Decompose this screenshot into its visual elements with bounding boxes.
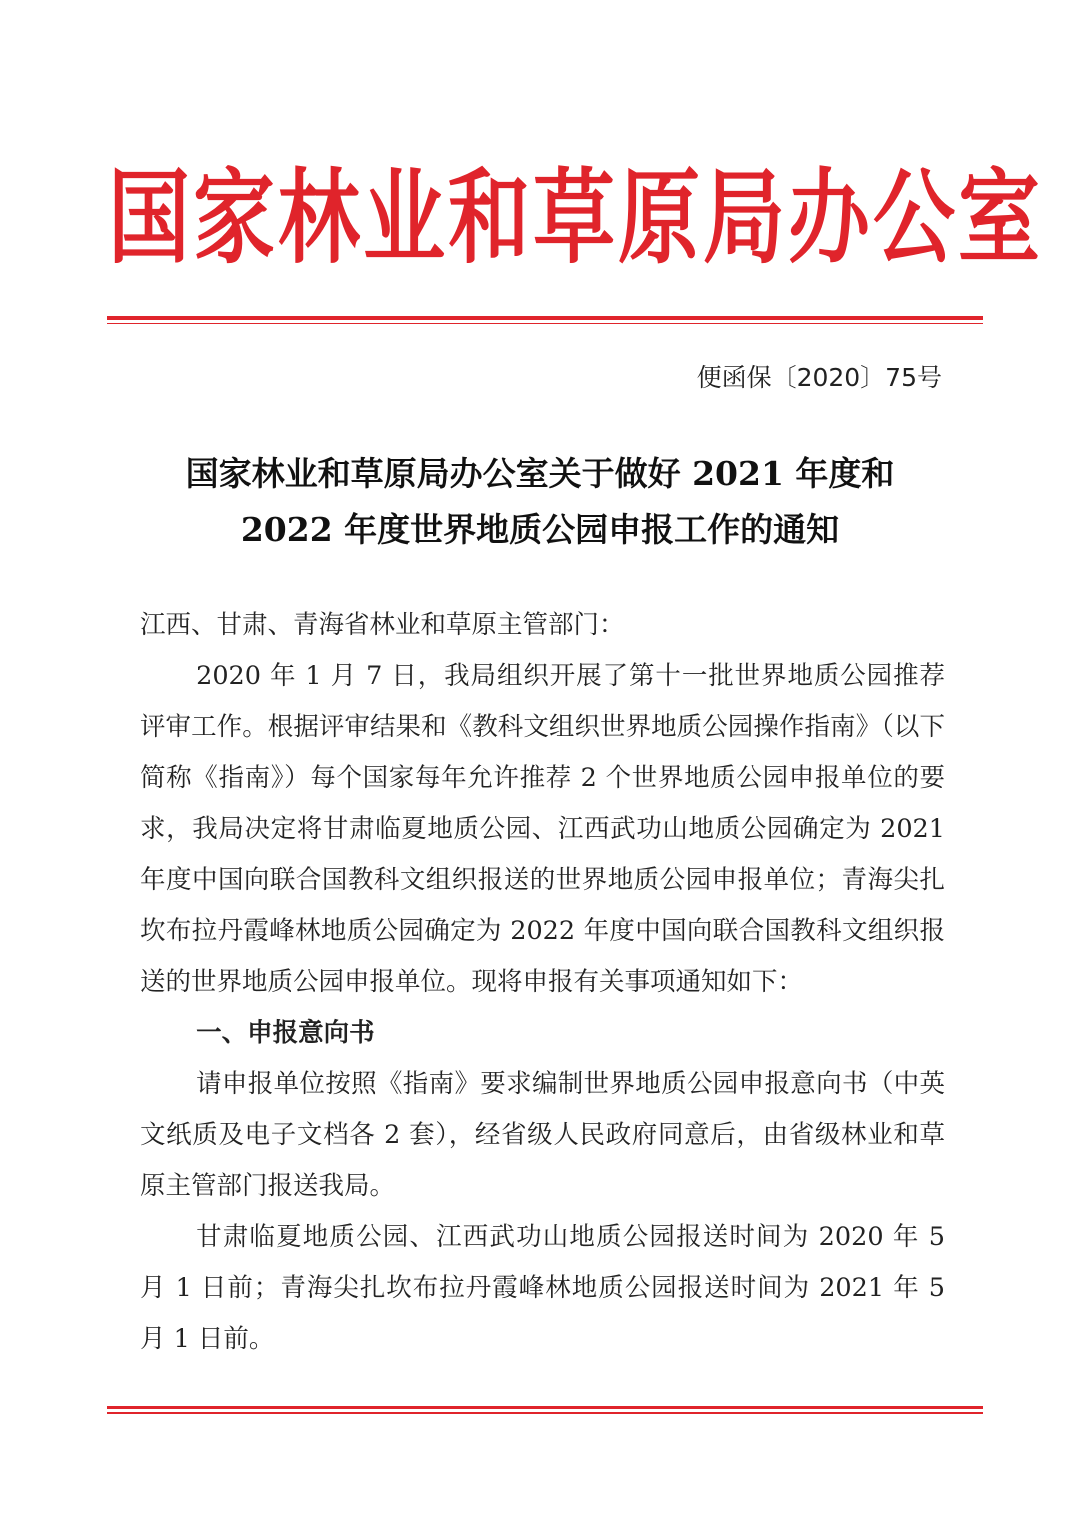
- addressee: 江西、甘肃、青海省林业和草原主管部门：: [140, 610, 625, 640]
- section-heading-letter-of-intent: 一、申报意向书: [196, 1018, 375, 1048]
- notice-title-line-2: 2022 年度世界地质公园申报工作的通知: [240, 510, 840, 549]
- body-paragraph-deadlines: 甘肃临夏地质公园、江西武功山地质公园报送时间为 2020 年 5 月 1 日前；青海尖扎坎布拉丹霞峰林地质公园报送时间为 2021 年 5 月 1 日前。: [140, 1222, 945, 1354]
- footer-red-rule-thin: [107, 1412, 983, 1414]
- notice-title-line-1: 国家林业和草原局办公室关于做好 2021 年度和: [185, 454, 895, 493]
- body-paragraph-intro: 2020 年 1 月 7 日，我局组织开展了第十一批世界地质公园推荐评审工作。根据评审结果和《教科文组织世界地质公园操作指南》（以下简称《指南》）每个国家每年允许推荐 2 个世界地质公园申报单位的要求，我局决定将甘肃临夏地质公园、江西武功山地质公园确定为 2021 年度中国向联合国教科文组织报送的世界地质公园申报单位；青海尖扎坎布拉丹霞峰林地质公园确定为 2022 年度中国向联合国教科文组织报送的世界地质公园申报单位。现将申报有关事项通知如下：: [140, 661, 945, 997]
- body-paragraph-intent-requirements: 请申报单位按照《指南》要求编制世界地质公园申报意向书（中英文纸质及电子文档各 2 套），经省级人民政府同意后，由省级林业和草原主管部门报送我局。: [140, 1069, 945, 1201]
- notice-title: [140, 446, 940, 558]
- document-number: 便函保〔2020〕75号: [696, 363, 942, 392]
- issuing-organization-header: 国家林业和草原局办公室: [108, 159, 1044, 278]
- notice-body: [140, 600, 945, 1365]
- header-red-rule-thin: [107, 323, 983, 324]
- footer-red-rule-thick: [107, 1406, 983, 1409]
- header-red-rule-thick: [107, 316, 983, 320]
